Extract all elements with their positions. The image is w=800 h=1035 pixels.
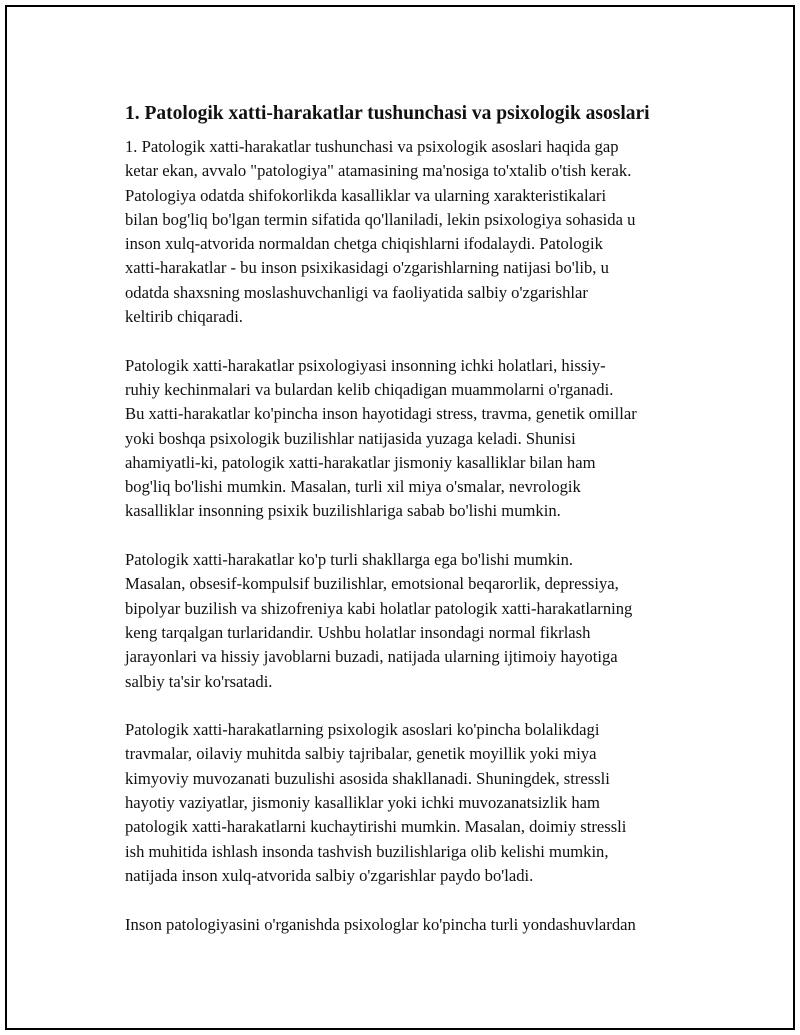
text-line: 1. Patologik xatti-harakatlar tushunchasi va psixologik asoslari haqida gap [125,137,619,156]
text-line: inson xulq-atvorida normaldan chetga chiqishlarni ifodalaydi. Patologik [125,234,603,254]
text-line: Patologik xatti-harakatlar psixologiyasi insonning ichki holatlari, hissiy- [125,355,606,375]
paragraph-break [125,888,715,912]
text-line: bilan bog'liq bo'lgan termin sifatida qo'llaniladi, lekin psixologiya sohasida u [125,209,636,229]
text-line: travmalar, oilaviy muhitda salbiy tajribalar, genetik moyillik yoki miya [125,744,597,764]
text-line: salbiy ta'sir ko'rsatadi. [125,671,273,691]
text-line: hayotiy vaziyatlar, jismoniy kasalliklar yoki ichki muvozanatsizlik ham [125,793,600,813]
document-body [125,101,715,937]
page-frame [5,5,795,1030]
paragraph-4 [125,718,715,888]
text-line: bog'liq bo'lishi mumkin. Masalan, turli xil miya o'smalar, nevrologik [125,477,581,497]
text-line: natijada inson xulq-atvorida salbiy o'zgarishlar paydo bo'ladi. [125,865,534,885]
text-line: bipolyar buzilish va shizofreniya kabi holatlar patologik xatti-harakatlarning [125,598,633,618]
paragraph-5 [125,913,715,937]
paragraph-2 [125,354,715,524]
document-title: 1. Patologik xatti-harakatlar tushunchasi va psixologik asoslari [125,103,650,124]
text-line: keng tarqalgan turlaridandir. Ushbu holatlar insondagi normal fikrlash [125,622,591,642]
text-line: kasalliklar insonning psixik buzilishlariga sabab bo'lishi mumkin. [125,501,561,521]
text-line: keltirib chiqaradi. [125,307,243,327]
text-line: patologik xatti-harakatlarni kuchaytirishi mumkin. Masalan, doimiy stressli [125,817,627,837]
text-line: yoki boshqa psixologik buzilishlar natijasida yuzaga keladi. Shunisi [125,428,576,448]
paragraph-break [125,694,715,718]
paragraph-break [125,524,715,548]
text-line: Inson patologiyasini o'rganishda psixologlar ko'pincha turli yondashuvlardan [125,914,636,934]
paragraph-break [125,329,715,353]
text-line: ish muhitida ishlash insonda tashvish buzilishlariga olib kelishi mumkin, [125,841,609,861]
text-line: Patologik xatti-harakatlarning psixologik asoslari ko'pincha bolalikdagi [125,720,600,740]
text-line: Masalan, obsesif-kompulsif buzilishlar, emotsional beqarorlik, depressiya, [125,574,619,594]
paragraph-3 [125,548,715,694]
text-line: odatda shaxsning moslashuvchanligi va faoliyatida salbiy o'zgarishlar [125,282,588,302]
text-line: ahamiyatli-ki, patologik xatti-harakatlar jismoniy kasalliklar bilan ham [125,452,596,472]
text-line: Bu xatti-harakatlar ko'pincha inson hayotidagi stress, travma, genetik omillar [125,404,637,424]
text-line: Patologik xatti-harakatlar ko'p turli shakllarga ega bo'lishi mumkin. [125,550,574,570]
text-line: jarayonlari va hissiy javoblarni buzadi, natijada ularning ijtimoiy hayotiga [125,647,618,667]
text-line: Patologiya odatda shifokorlikda kasalliklar va ularning xarakteristikalari [125,185,607,205]
text-line: ketar ekan, avvalo "patologiya" atamasining ma'nosiga to'xtalib o'tish kerak. [125,161,632,181]
text-line: ruhiy kechinmalari va bulardan kelib chiqadigan muammolarni o'rganadi. [125,379,614,399]
text-line: kimyoviy muvozanati buzulishi asosida shakllanadi. Shuningdek, stressli [125,768,610,788]
text-line: xatti-harakatlar - bu inson psixikasidagi o'zgarishlarning natijasi bo'lib, u [125,258,609,278]
paragraph-1 [125,135,715,329]
